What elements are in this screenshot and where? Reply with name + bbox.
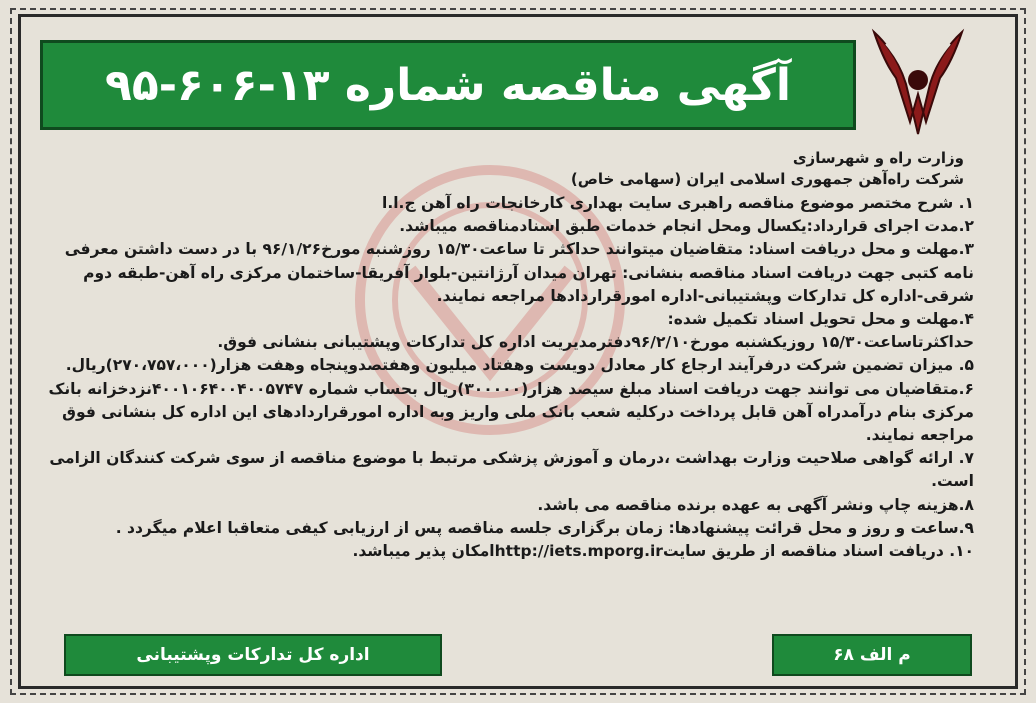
item-2: ۲.مدت اجرای قرارداد:یکسال ومحل انجام خدمات طبق اسنادمناقصه میباشد. xyxy=(399,217,974,236)
notice-body xyxy=(44,192,974,563)
ministry-name: وزارت راه و شهرسازی xyxy=(792,149,964,167)
railway-wings-logo-icon xyxy=(866,22,970,140)
footer-department-box xyxy=(64,634,442,676)
item-10: ۱۰. دریافت اسناد مناقصه از طریق سایتhttp://iets.mporg.irامکان پذیر میباشد. xyxy=(352,542,974,561)
item-8: ۸.هزینه چاپ ونشر آگهی به عهده برنده مناقصه می باشد. xyxy=(537,495,974,514)
company-name: شرکت راه‌آهن جمهوری اسلامی ایران (سهامی خاص) xyxy=(570,170,964,188)
item-9: ۹.ساعت و روز و محل قرائت پیشنهادها: زمان برگزاری جلسه مناقصه پس از ارزیابی کیفی متعاقبا اعلام میگردد . xyxy=(115,518,974,537)
footer-code: م الف ۶۸ xyxy=(833,645,911,665)
item-4-detail: حداکثرتاساعت۱۵/۳۰ روزیکشنبه مورخ۹۶/۲/۱۰دفترمدیریت اداره کل تدارکات وپشتیبانی بنشانی فوق. xyxy=(217,333,974,352)
item-7: ۷. ارائه گواهی صلاحیت وزارت بهداشت ،درمان و آموزش پزشکی مرتبط با موضوع مناقصه از سوی شرکت کنندگان الزامی است. xyxy=(49,449,974,491)
footer-department: اداره کل تدارکات وپشتیبانی xyxy=(136,645,370,665)
notice-title: آگهی مناقصه شماره ۱۳-۶۰۶-۹۵ xyxy=(105,59,791,111)
item-6: ۶.متقاضیان می توانند جهت دریافت اسناد مبلغ سیصد هزار(۳۰۰۰۰۰)ریال بحساب شماره ۴۰۰۱۰۶۴۰۰۴۰۰۵۷۴۷نزدخزانه بانک مرکزی بنام درآمدراه آهن قابل پرداخت درکلیه شعب بانک ملی واریز وبه اداره امورقراردادهای این اداره کل بنشانی فوق مراجعه نمایند. xyxy=(48,379,974,445)
item-1: ۱. شرح مختصر موضوع مناقصه راهبری سایت بهداری کارخانجات راه آهن ج.ا.ا xyxy=(382,194,974,212)
notice-title-bar xyxy=(40,40,856,130)
item-4: ۴.مهلت و محل تحویل اسناد تکمیل شده: xyxy=(667,310,974,329)
item-5: ۵. میزان تضمین شرکت درفرآیند ارجاع کار معادل دویست وهفتاد میلیون وهفتصدوپنجاه وهفت هزار(۲۷۰،۷۵۷،۰۰۰)ریال. xyxy=(65,356,974,375)
footer-code-box xyxy=(772,634,972,676)
item-3: ۳.مهلت و محل دریافت اسناد: متقاضیان میتوانند حداکثر تا ساعت۱۵/۳۰ روزشنبه مورخ۹۶/۱/۲۶ با در دست داشتن معرفی نامه کتبی جهت دریافت اسناد مناقصه بنشانی: تهران میدان آرژانتین-بلوار آفریقا-ساختمان مرکزی راه آهن-طبقه دوم شرقی-اداره کل تدارکات وپشتیبانی-اداره امورقراردادها مراجعه نمایند. xyxy=(64,240,974,305)
